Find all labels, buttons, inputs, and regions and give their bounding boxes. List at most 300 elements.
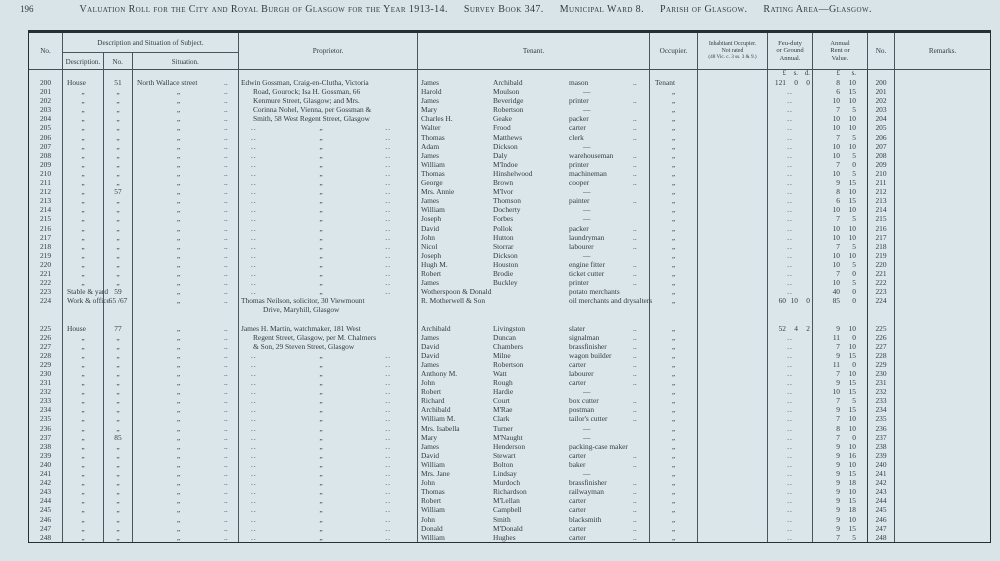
situation-text: „ bbox=[176, 323, 181, 333]
ditto-mark: „ bbox=[319, 196, 323, 206]
table-row bbox=[29, 369, 990, 378]
cell-description: „ bbox=[63, 360, 104, 369]
cell-proprietor bbox=[239, 114, 418, 123]
leader-dots: .. bbox=[224, 223, 228, 233]
cell-inhabitant-occupier bbox=[698, 305, 768, 314]
cell-inhabitant-occupier bbox=[698, 196, 768, 205]
rent-shillings: 15 bbox=[848, 196, 856, 206]
cell-street-no: 57 bbox=[104, 187, 133, 196]
leader-dots: .. bbox=[633, 478, 637, 488]
cell-inhabitant-occupier bbox=[698, 342, 768, 351]
cell-remarks bbox=[895, 369, 990, 378]
rent-pounds: 10 bbox=[832, 150, 840, 160]
cell-feu-duty bbox=[768, 196, 813, 205]
cell-inhabitant-occupier bbox=[698, 524, 768, 533]
cell-street-no: „ bbox=[104, 515, 133, 524]
cell-entry-no-right: 230 bbox=[868, 369, 895, 378]
proprietor-ditto bbox=[239, 242, 417, 251]
proprietor-ditto bbox=[239, 278, 417, 287]
cell-street-no: „ bbox=[104, 160, 133, 169]
ditto-mark: „ bbox=[319, 496, 323, 506]
cell-annual-rent bbox=[813, 496, 868, 505]
cell-feu-duty bbox=[768, 305, 813, 314]
ditto-mark: „ bbox=[319, 423, 323, 433]
leader-dots: .. bbox=[251, 268, 257, 278]
leader-dots: .. bbox=[224, 341, 228, 351]
cell-inhabitant-occupier bbox=[698, 242, 768, 251]
cell-entry-no-right: 248 bbox=[868, 533, 895, 542]
rent-shillings: 5 bbox=[852, 168, 856, 178]
cell-tenant bbox=[418, 296, 653, 306]
cell-annual-rent bbox=[813, 105, 868, 114]
cell-entry-no: 224 bbox=[29, 296, 63, 305]
rent-shillings: 15 bbox=[848, 405, 856, 415]
leader-dots: .. bbox=[633, 487, 637, 497]
cell-annual-rent bbox=[813, 278, 868, 287]
cell-tenant bbox=[418, 78, 650, 87]
cell-street-no: „ bbox=[104, 469, 133, 478]
tenant-forename: Joseph bbox=[421, 250, 442, 260]
page-title-segment: Parish of Glasgow. bbox=[659, 4, 748, 15]
pound-sign: £ bbox=[782, 70, 786, 77]
leader-dots: .. bbox=[787, 532, 793, 542]
cell-entry-no: 231 bbox=[29, 378, 63, 387]
cell-occupier: „ bbox=[650, 460, 698, 469]
leader-dots: .. bbox=[224, 414, 228, 424]
cell-occupier: „ bbox=[650, 524, 698, 533]
leader-dots bbox=[633, 87, 649, 96]
cell-annual-rent bbox=[813, 296, 868, 305]
cell-inhabitant-occupier bbox=[698, 87, 768, 96]
cell-inhabitant-occupier bbox=[698, 96, 768, 105]
ditto-mark: „ bbox=[319, 450, 323, 460]
leader-dots: .. bbox=[251, 405, 257, 415]
cell-remarks bbox=[895, 524, 990, 533]
cell-entry-no: 241 bbox=[29, 469, 63, 478]
table-row bbox=[29, 78, 990, 87]
tenant-occupation: — bbox=[583, 423, 591, 433]
cell-remarks bbox=[895, 478, 990, 487]
proprietor-text: & Son, 29 Steven Street, Glasgow bbox=[253, 341, 355, 351]
cell-annual-rent bbox=[813, 151, 868, 160]
tenant-occupation: box cutter bbox=[569, 396, 599, 406]
feu-shillings: 10 bbox=[790, 296, 798, 306]
tenant-forename: Mrs. Isabella bbox=[421, 423, 460, 433]
cell-street-no: „ bbox=[104, 142, 133, 151]
rent-pounds: 7 bbox=[836, 241, 840, 251]
tenant-forename: John bbox=[421, 478, 435, 488]
cell-entry-no: 220 bbox=[29, 260, 63, 269]
ditto-mark: „ bbox=[319, 523, 323, 533]
cell-street-no: „ bbox=[104, 96, 133, 105]
leader-dots: .. bbox=[224, 378, 228, 388]
page-number: 196 bbox=[20, 4, 34, 14]
cell-inhabitant-occupier bbox=[698, 460, 768, 469]
leader-dots: .. bbox=[787, 505, 793, 515]
leader-dots: .. bbox=[787, 487, 793, 497]
leader-dots: .. bbox=[251, 387, 257, 397]
tenant-forename: William bbox=[421, 459, 445, 469]
cell-annual-rent bbox=[813, 305, 868, 314]
leader-dots: .. bbox=[385, 532, 391, 542]
cell-description: „ bbox=[63, 187, 104, 196]
leader-dots: .. bbox=[251, 496, 257, 506]
tenant-forename: Robert bbox=[421, 268, 442, 278]
page-title-segment: Rating Area—Glasgow. bbox=[763, 4, 872, 15]
cell-remarks bbox=[895, 469, 990, 478]
tenant-surname: Buckley bbox=[493, 278, 518, 288]
leader-dots: .. bbox=[385, 505, 391, 515]
leader-dots bbox=[633, 251, 649, 260]
cell-description: House bbox=[63, 324, 104, 333]
cell-feu-duty bbox=[768, 105, 813, 114]
cell-feu-duty bbox=[768, 405, 813, 414]
cell-situation bbox=[133, 515, 239, 524]
tenant-occupation: laundryman bbox=[569, 232, 605, 242]
cell-inhabitant-occupier bbox=[698, 442, 768, 451]
leader-dots: .. bbox=[251, 487, 257, 497]
cell-situation bbox=[133, 205, 239, 214]
cell-feu-duty bbox=[768, 324, 813, 333]
leader-dots: .. bbox=[633, 359, 637, 369]
cell-situation bbox=[133, 133, 239, 142]
situation-text: „ bbox=[176, 332, 181, 342]
cell-feu-duty bbox=[768, 414, 813, 423]
leader-dots: .. bbox=[633, 196, 637, 206]
cell-situation bbox=[133, 296, 239, 305]
tenant-surname: Rough bbox=[493, 378, 513, 388]
proprietor-ditto bbox=[239, 533, 417, 542]
tenant-forename: Archibald bbox=[421, 405, 451, 415]
cell-feu-duty bbox=[768, 378, 813, 387]
cell-situation bbox=[133, 314, 239, 323]
rent-shillings: 10 bbox=[848, 414, 856, 424]
cell-proprietor bbox=[239, 105, 418, 114]
cell-proprietor bbox=[239, 123, 418, 132]
cell-remarks bbox=[895, 287, 990, 296]
leader-dots bbox=[633, 142, 649, 151]
cell-feu-duty bbox=[768, 451, 813, 460]
cell-entry-no: 205 bbox=[29, 123, 63, 132]
leader-dots: .. bbox=[224, 505, 228, 515]
cell-feu-duty bbox=[768, 533, 813, 542]
leader-dots bbox=[633, 442, 649, 451]
cell-entry-no-right: 221 bbox=[868, 269, 895, 278]
tenant-occupation: railwayman bbox=[569, 487, 604, 497]
cell-proprietor bbox=[239, 524, 418, 533]
tenant-surname: Frood bbox=[493, 123, 511, 133]
cell-annual-rent bbox=[813, 142, 868, 151]
cell-situation bbox=[133, 324, 239, 333]
cell-entry-no-right: 206 bbox=[868, 133, 895, 142]
cell-annual-rent bbox=[813, 469, 868, 478]
cell-entry-no-right: 209 bbox=[868, 160, 895, 169]
cell-entry-no: 248 bbox=[29, 533, 63, 542]
leader-dots: .. bbox=[633, 532, 637, 542]
cell-feu-duty bbox=[768, 142, 813, 151]
leader-dots: .. bbox=[385, 278, 391, 288]
proprietor-ditto bbox=[239, 478, 417, 487]
tenant-occupation: printer bbox=[569, 278, 589, 288]
cell-entry-no-right: 224 bbox=[868, 296, 895, 305]
cell-tenant bbox=[418, 333, 650, 342]
situation-text: „ bbox=[176, 350, 181, 360]
table-row bbox=[29, 260, 990, 269]
ditto-mark: „ bbox=[319, 132, 323, 142]
units-row bbox=[29, 70, 990, 78]
ditto-mark: „ bbox=[319, 359, 323, 369]
cell-remarks bbox=[895, 205, 990, 214]
cell-remarks bbox=[895, 87, 990, 96]
proprietor-ditto bbox=[239, 424, 417, 433]
cell-feu-duty bbox=[768, 178, 813, 187]
tenant-forename: James bbox=[421, 150, 440, 160]
ditto-mark: „ bbox=[319, 178, 323, 188]
rent-pounds: 11 bbox=[832, 359, 840, 369]
cell-annual-rent bbox=[813, 396, 868, 405]
ditto-mark: „ bbox=[319, 268, 323, 278]
cell-feu-duty bbox=[768, 233, 813, 242]
proprietor-text: James H. Martin, watchmaker, 181 West bbox=[241, 323, 361, 333]
leader-dots: .. bbox=[224, 332, 228, 342]
ditto-mark: „ bbox=[319, 514, 323, 524]
table-row bbox=[29, 251, 990, 260]
cell-remarks bbox=[895, 105, 990, 114]
cell-annual-rent bbox=[813, 251, 868, 260]
table-row bbox=[29, 133, 990, 142]
tenant-forename: James bbox=[421, 332, 440, 342]
leader-dots: .. bbox=[251, 505, 257, 515]
cell-inhabitant-occupier bbox=[698, 515, 768, 524]
leader-dots: .. bbox=[224, 323, 228, 333]
cell-entry-no: 235 bbox=[29, 414, 63, 423]
tenant-occupation: carter bbox=[569, 378, 586, 388]
rent-pounds: 6 bbox=[836, 196, 840, 206]
leader-dots: .. bbox=[224, 268, 228, 278]
leader-dots: .. bbox=[787, 523, 793, 533]
tenant-surname: Stewart bbox=[493, 450, 516, 460]
leader-dots: .. bbox=[787, 396, 793, 406]
leader-dots: .. bbox=[385, 378, 391, 388]
cell-occupier: „ bbox=[650, 351, 698, 360]
cell-street-no: „ bbox=[104, 405, 133, 414]
cell-description: „ bbox=[63, 87, 104, 96]
cell-tenant bbox=[418, 205, 650, 214]
tenant-occupation: brassfinisher bbox=[569, 478, 607, 488]
tenant-occupation: carter bbox=[569, 359, 586, 369]
situation-text: „ bbox=[176, 132, 181, 142]
cell-remarks bbox=[895, 123, 990, 132]
cell-entry-no: 216 bbox=[29, 224, 63, 233]
cell-proprietor bbox=[239, 278, 418, 287]
leader-dots: .. bbox=[224, 150, 228, 160]
leader-dots: .. bbox=[633, 168, 637, 178]
cell-entry-no-right: 244 bbox=[868, 496, 895, 505]
cell-annual-rent bbox=[813, 114, 868, 123]
table-row bbox=[29, 205, 990, 214]
cell-remarks bbox=[895, 333, 990, 342]
leader-dots: .. bbox=[251, 414, 257, 424]
cell-annual-rent bbox=[813, 78, 868, 87]
cell-remarks bbox=[895, 378, 990, 387]
cell-annual-rent bbox=[813, 424, 868, 433]
tenant-forename: Wotherspoon & Donald bbox=[421, 287, 492, 297]
leader-dots: .. bbox=[787, 287, 793, 297]
cell-description: „ bbox=[63, 505, 104, 514]
cell-inhabitant-occupier bbox=[698, 405, 768, 414]
tenant-forename: R. Motherwell & Son bbox=[421, 296, 486, 306]
proprietor-ditto bbox=[239, 515, 417, 524]
leader-dots: .. bbox=[787, 259, 793, 269]
cell-feu-duty bbox=[768, 387, 813, 396]
cell-entry-no-right: 225 bbox=[868, 324, 895, 333]
leader-dots: .. bbox=[787, 469, 793, 479]
cell-remarks bbox=[895, 433, 990, 442]
leader-dots: .. bbox=[224, 405, 228, 415]
cell-situation bbox=[133, 178, 239, 187]
leader-dots: .. bbox=[251, 132, 257, 142]
proprietor-ditto bbox=[239, 251, 417, 260]
cell-situation bbox=[133, 224, 239, 233]
cell-street-no: „ bbox=[104, 478, 133, 487]
cell-inhabitant-occupier bbox=[698, 78, 768, 87]
cell-occupier: „ bbox=[650, 178, 698, 187]
ditto-mark: „ bbox=[319, 232, 323, 242]
cell-annual-rent bbox=[813, 233, 868, 242]
feu-pounds: 60 bbox=[778, 296, 786, 306]
cell-occupier: Tenant bbox=[650, 78, 698, 87]
cell-tenant bbox=[418, 533, 650, 542]
cell-feu-duty bbox=[768, 460, 813, 469]
proprietor-ditto bbox=[239, 187, 417, 196]
cell-feu-duty bbox=[768, 278, 813, 287]
leader-dots: .. bbox=[633, 323, 637, 333]
cell-feu-duty bbox=[768, 351, 813, 360]
leader-dots: .. bbox=[787, 241, 793, 251]
table-row bbox=[29, 442, 990, 451]
tenant-surname: Hughes bbox=[493, 532, 516, 542]
leader-dots: .. bbox=[224, 369, 228, 378]
cell-entry-no-right: 231 bbox=[868, 378, 895, 387]
ditto-mark: „ bbox=[319, 278, 323, 288]
rent-shillings: 10 bbox=[848, 96, 856, 106]
cell-entry-no: 246 bbox=[29, 515, 63, 524]
ditto-mark: „ bbox=[319, 378, 323, 388]
cell-inhabitant-occupier bbox=[698, 324, 768, 333]
situation-text: „ bbox=[176, 178, 181, 188]
cell-situation bbox=[133, 387, 239, 396]
table-row bbox=[29, 333, 990, 342]
cell-description: „ bbox=[63, 269, 104, 278]
situation-text: „ bbox=[176, 514, 181, 524]
situation-text: „ bbox=[176, 87, 181, 97]
situation-text: „ bbox=[176, 232, 181, 242]
rent-pounds: 7 bbox=[836, 532, 840, 542]
leader-dots: .. bbox=[787, 150, 793, 160]
situation-text: „ bbox=[176, 223, 181, 233]
cell-entry-no: 226 bbox=[29, 333, 63, 342]
leader-dots: .. bbox=[385, 405, 391, 415]
cell-entry-no: 213 bbox=[29, 196, 63, 205]
cell-proprietor bbox=[239, 378, 418, 387]
situation-text: „ bbox=[176, 496, 181, 506]
cell-description bbox=[63, 305, 104, 314]
cell-street-no: „ bbox=[104, 169, 133, 178]
rent-pounds: 10 bbox=[832, 141, 840, 151]
column-header-no: No. bbox=[29, 33, 63, 69]
cell-annual-rent bbox=[813, 224, 868, 233]
cell-feu-duty bbox=[768, 269, 813, 278]
table-row bbox=[29, 160, 990, 169]
cell-annual-rent bbox=[813, 460, 868, 469]
cell-description: „ bbox=[63, 133, 104, 142]
cell-description: „ bbox=[63, 442, 104, 451]
ditto-mark: „ bbox=[319, 150, 323, 160]
leader-dots: .. bbox=[224, 469, 228, 479]
leader-dots: .. bbox=[224, 432, 228, 442]
rent-header-line1: Annual bbox=[830, 40, 850, 48]
leader-dots: .. bbox=[787, 214, 793, 224]
tenant-occupation: carter bbox=[569, 496, 586, 506]
leader-dots: .. bbox=[787, 105, 793, 115]
cell-feu-duty bbox=[768, 78, 813, 87]
cell-entry-no: 240 bbox=[29, 460, 63, 469]
rent-shillings: 15 bbox=[848, 387, 856, 397]
leader-dots: .. bbox=[224, 450, 228, 460]
rent-shillings: 5 bbox=[852, 132, 856, 142]
cell-entry-no: 238 bbox=[29, 442, 63, 451]
tenant-occupation: — bbox=[583, 214, 591, 224]
leader-dots: .. bbox=[224, 141, 228, 151]
feu-pounds: 121 bbox=[774, 78, 786, 87]
tenant-forename: Walter bbox=[421, 123, 441, 133]
leader-dots bbox=[633, 105, 649, 114]
ditto-mark: „ bbox=[319, 396, 323, 406]
cell-remarks bbox=[895, 515, 990, 524]
cell-proprietor bbox=[239, 515, 418, 524]
leader-dots bbox=[633, 205, 649, 214]
page-header bbox=[0, 4, 1000, 15]
cell-inhabitant-occupier bbox=[698, 160, 768, 169]
tenant-forename: Nicol bbox=[421, 241, 438, 251]
cell-situation bbox=[133, 442, 239, 451]
tenant-forename: William bbox=[421, 505, 445, 515]
tenant-forename: James bbox=[421, 441, 440, 451]
cell-tenant bbox=[418, 260, 650, 269]
rent-pounds: 7 bbox=[836, 214, 840, 224]
leader-dots: .. bbox=[787, 223, 793, 233]
cell-tenant bbox=[418, 442, 650, 451]
rent-shillings: 16 bbox=[848, 450, 856, 460]
tenant-surname: M'Ivor bbox=[493, 187, 514, 197]
cell-feu-duty bbox=[768, 333, 813, 342]
leader-dots: .. bbox=[251, 378, 257, 388]
cell-feu-duty bbox=[768, 515, 813, 524]
tenant-occupation: packer bbox=[569, 114, 589, 124]
rent-pounds: 85 bbox=[832, 296, 840, 306]
rent-pounds: 10 bbox=[832, 123, 840, 133]
tenant-forename: John bbox=[421, 232, 435, 242]
proprietor-ditto bbox=[239, 351, 417, 360]
leader-dots: .. bbox=[251, 432, 257, 442]
tenant-surname: Brown bbox=[493, 178, 514, 188]
table-row bbox=[29, 524, 990, 533]
leader-dots bbox=[633, 469, 649, 478]
leader-dots: .. bbox=[787, 141, 793, 151]
table-row bbox=[29, 123, 990, 132]
table-row bbox=[29, 414, 990, 423]
cell-tenant bbox=[418, 487, 650, 496]
